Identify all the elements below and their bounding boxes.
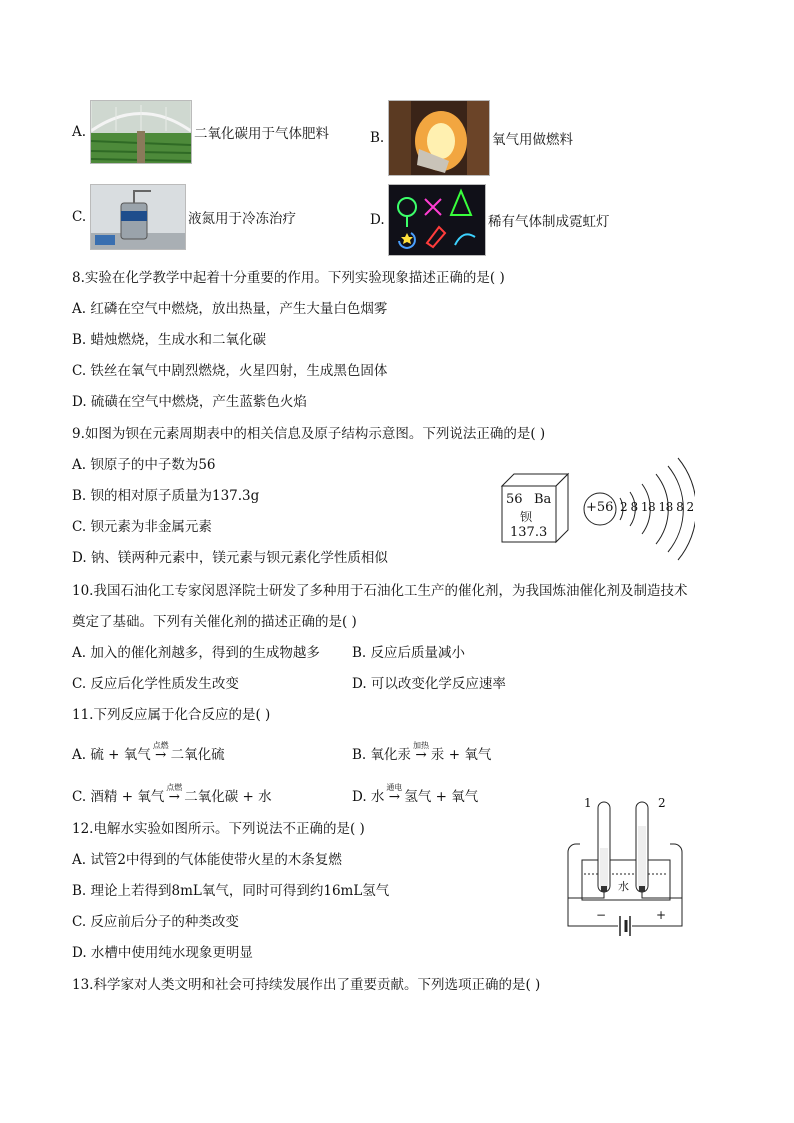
- tube-2-label: 2: [658, 796, 666, 810]
- q10-option-c: C. 反应后化学性质发生改变: [72, 676, 239, 692]
- q9-option-c: C. 钡元素为非金属元素: [72, 519, 212, 535]
- arrow: →: [168, 789, 180, 805]
- atomic-number: 56: [506, 492, 523, 507]
- reactants: A. 硫 + 氧气: [72, 747, 151, 763]
- neon-lights-photo: [388, 184, 486, 256]
- q9-option-d: D. 钠、镁两种元素中，镁元素与钡元素化学性质相似: [72, 550, 388, 566]
- barium-element-cell: [500, 472, 572, 544]
- option-text: 氧气用做燃料: [492, 132, 573, 148]
- electrolysis-apparatus: [560, 792, 690, 950]
- q11-option-b: [352, 741, 492, 765]
- q11-option-c: [72, 783, 272, 807]
- q12-option-a: A. 试管2中得到的气体能使带火星的木条复燃: [72, 852, 342, 868]
- water-label: 水: [618, 880, 629, 893]
- atomic-mass: 137.3: [510, 525, 548, 540]
- q10-stem-line-2: 奠定了基础。下列有关催化剂的描述正确的是( ): [72, 614, 357, 630]
- q8-stem: 8.实验在化学教学中起着十分重要的作用。下列实验现象描述正确的是( ): [72, 270, 505, 286]
- reaction-condition: 点燃: [152, 741, 169, 750]
- reaction-arrow: [386, 783, 403, 807]
- q12-option-b: B. 理论上若得到8mL氧气，同时可得到约16mL氢气: [72, 883, 390, 899]
- q8-option-d: D. 硫磺在空气中燃烧，产生蓝紫色火焰: [72, 394, 307, 410]
- reaction-arrow: [412, 741, 429, 765]
- negative-terminal: −: [596, 908, 607, 922]
- arrow: →: [155, 747, 167, 763]
- q10-stem-line-1: 10.我国石油化工专家闵恩泽院士研发了多种用于石油化工生产的催化剂，为我国炼油催化剂及制造技术: [72, 583, 688, 599]
- tube-1-label: 1: [584, 796, 592, 810]
- element-name: 钡: [520, 510, 533, 524]
- q10-option-d: D. 可以改变化学反应速率: [352, 676, 506, 692]
- q8-option-b: B. 蜡烛燃烧，生成水和二氧化碳: [72, 332, 267, 348]
- q7-option-b: [370, 100, 573, 176]
- option-text: 稀有气体制成霓虹灯: [488, 214, 610, 230]
- q7-option-a: [72, 100, 329, 164]
- option-letter: C.: [72, 209, 87, 225]
- option-letter: B.: [370, 130, 385, 146]
- reactants: D. 水: [352, 789, 385, 805]
- q12-option-d: D. 水槽中使用纯水现象更明显: [72, 945, 253, 961]
- reaction-condition: 点燃: [166, 783, 183, 792]
- q9-option-a: A. 钡原子的中子数为56: [72, 457, 216, 473]
- reaction-arrow: [152, 741, 169, 765]
- nucleus-charge: +56: [586, 500, 614, 515]
- element-symbol: Ba: [534, 492, 552, 507]
- products: 二氧化碳 + 水: [184, 789, 272, 805]
- q7-option-c: [72, 184, 296, 250]
- q13-stem: 13.科学家对人类文明和社会可持续发展作出了重要贡献。下列选项正确的是( ): [72, 977, 541, 993]
- products: 汞 + 氧气: [430, 747, 492, 763]
- q12-option-c: C. 反应前后分子的种类改变: [72, 914, 239, 930]
- reactants: B. 氧化汞: [352, 747, 412, 763]
- reaction-condition: 加热: [412, 741, 429, 750]
- option-text: 液氮用于冷冻治疗: [188, 211, 296, 227]
- electrolysis-diagram: [560, 792, 690, 950]
- q11-option-a: [72, 741, 225, 765]
- arrow: →: [388, 789, 401, 805]
- reaction-arrow: [166, 783, 183, 807]
- option-letter: D.: [370, 212, 385, 228]
- option-text: 二氧化碳用于气体肥料: [194, 126, 329, 142]
- barium-atom-structure: [580, 454, 695, 564]
- q10-option-b: B. 反应后质量减小: [352, 645, 466, 661]
- arrow: →: [415, 747, 427, 763]
- reactants: C. 酒精 + 氧气: [72, 789, 165, 805]
- reaction-condition: 通电: [386, 783, 403, 792]
- q8-option-a: A. 红磷在空气中燃烧，放出热量，产生大量白色烟雾: [72, 301, 388, 317]
- q11-stem: 11.下列反应属于化合反应的是( ): [72, 707, 271, 723]
- steel-furnace-photo: [388, 100, 490, 176]
- q9-option-b: B. 钡的相对原子质量为137.3g: [72, 488, 260, 504]
- shell-electrons: 2 8 18 18 8 2: [620, 500, 694, 514]
- q10-option-a: A. 加入的催化剂越多，得到的生成物越多: [72, 645, 320, 661]
- positive-terminal: +: [656, 908, 667, 922]
- q7-option-d: [370, 184, 610, 256]
- q11-option-d: [352, 783, 479, 807]
- q9-stem: 9.如图为钡在元素周期表中的相关信息及原子结构示意图。下列说法正确的是( ): [72, 426, 546, 442]
- greenhouse-photo: [90, 100, 192, 164]
- products: 氢气 + 氧气: [404, 789, 479, 805]
- products: 二氧化硫: [170, 747, 225, 763]
- q12-stem: 12.电解水实验如图所示。下列说法不正确的是( ): [72, 821, 365, 837]
- option-letter: A.: [72, 124, 87, 140]
- liquid-nitrogen-device-photo: [90, 184, 186, 250]
- q8-option-c: C. 铁丝在氧气中剧烈燃烧，火星四射，生成黑色固体: [72, 363, 388, 379]
